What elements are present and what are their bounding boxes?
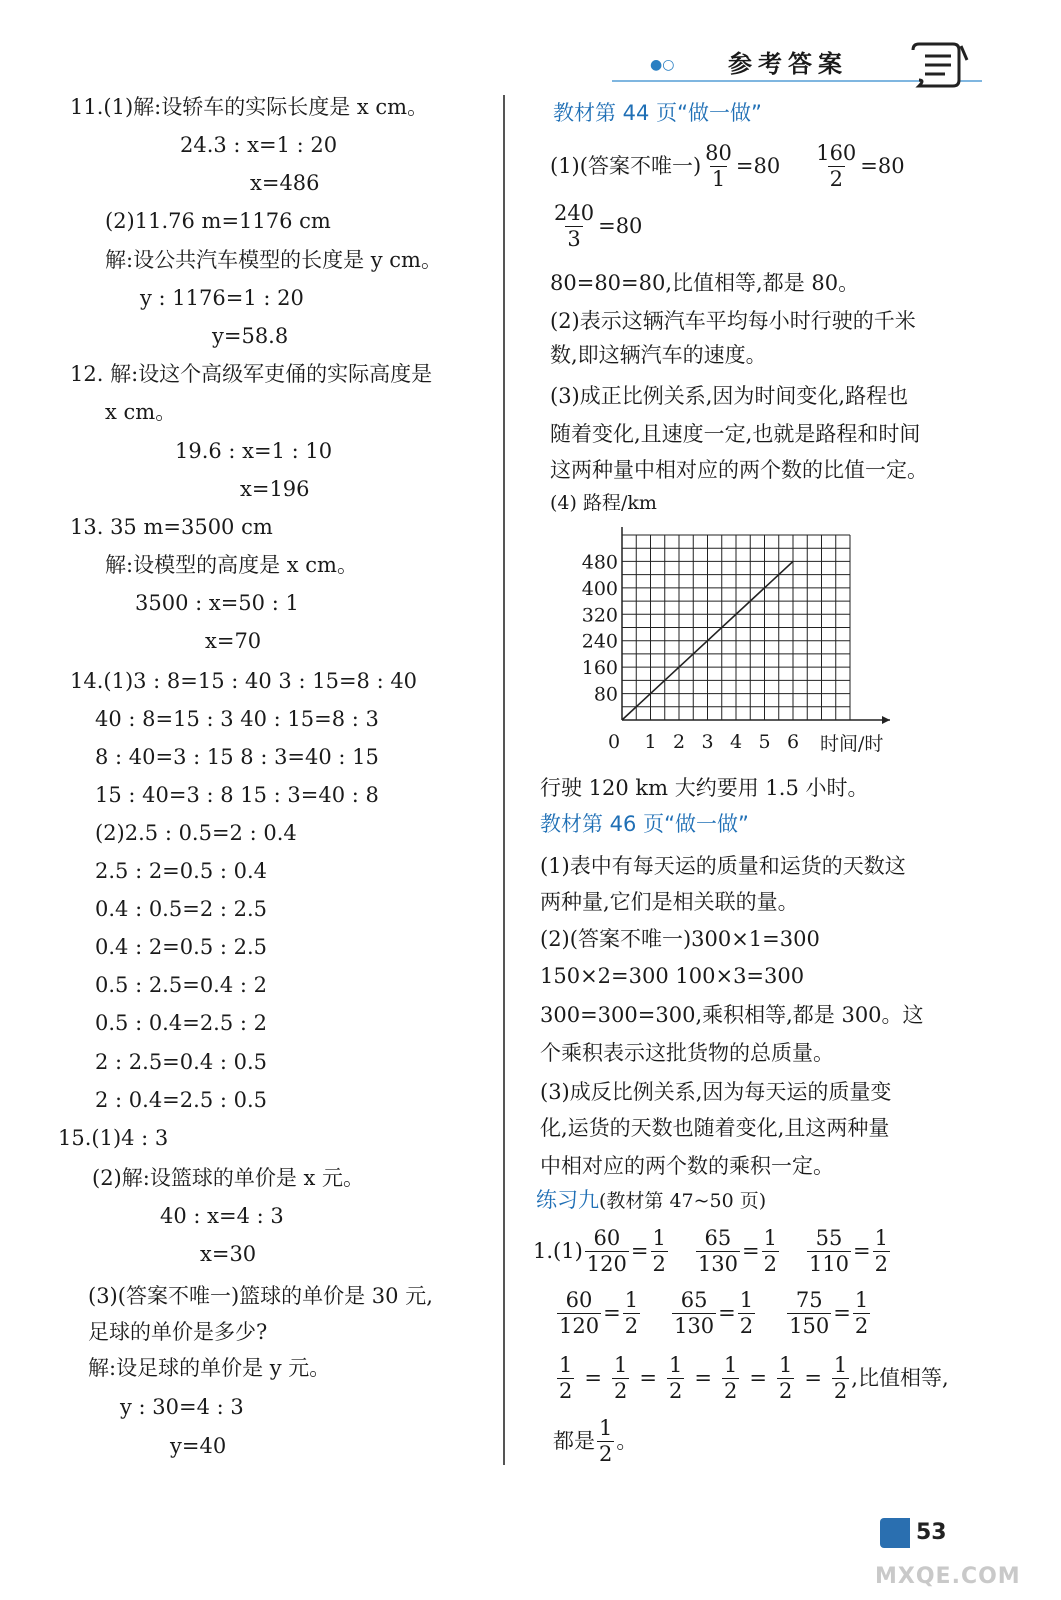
x-tick-label: 4 — [729, 731, 743, 753]
fraction-denominator: 2 — [668, 1379, 683, 1403]
equals-sign: = — [603, 1301, 621, 1325]
y-tick-label: 160 — [581, 657, 618, 680]
equals-sign: = — [718, 1301, 736, 1325]
fraction-numerator: 1 — [723, 1353, 738, 1377]
equals-sign: = — [630, 1239, 649, 1263]
fraction-denominator: 130 — [697, 1252, 738, 1276]
fraction-denominator: 2 — [778, 1379, 793, 1403]
fraction-denominator: 120 — [586, 1252, 627, 1276]
text-line: 解:设模型的高度是 x cm。 — [105, 553, 358, 577]
text-line: x=486 — [250, 171, 320, 195]
fraction-numerator: 1 — [833, 1353, 848, 1377]
text-line: 两种量,它们是相关联的量。 — [540, 890, 799, 914]
fraction — [623, 1290, 640, 1337]
x-tick-label: 0 — [607, 731, 621, 753]
fraction-denominator: 1 — [711, 167, 726, 191]
text-line: 13. 35 m=3500 cm — [70, 515, 273, 539]
text-line: (2)表示这辆汽车平均每小时行驶的千米 — [550, 309, 916, 333]
text-line: 2 : 0.4=2.5 : 0.5 — [95, 1088, 267, 1112]
fraction — [552, 203, 596, 250]
ex1-row-3 — [555, 1355, 949, 1402]
fraction-numerator: 160 — [816, 141, 857, 165]
ex1-row3-suffix: ,比值相等, — [851, 1366, 949, 1390]
fraction-numerator: 240 — [554, 201, 595, 225]
fraction — [597, 1418, 614, 1465]
text-line: 14.(1)3 : 8=15 : 40 3 : 15=8 : 40 — [70, 669, 418, 693]
text-line: 中相对应的两个数的乘积一定。 — [540, 1154, 834, 1178]
text-line: y : 30=4 : 3 — [120, 1395, 244, 1419]
text-line: x=30 — [200, 1242, 257, 1266]
distance-time-chart — [560, 520, 900, 770]
fraction — [762, 1228, 779, 1275]
y-tick-label: 400 — [581, 577, 618, 600]
equals-sign: = — [639, 1366, 657, 1390]
fraction-denominator: 2 — [652, 1252, 666, 1276]
section-heading-main: 练习九 — [536, 1188, 599, 1212]
text-line: y : 1176=1 : 20 — [140, 286, 304, 310]
text-line: (3)(答案不唯一)篮球的单价是 30 元, — [88, 1284, 433, 1308]
text-line: x cm。 — [105, 400, 177, 424]
fraction-numerator: 60 — [565, 1288, 593, 1312]
fraction — [814, 143, 858, 190]
text-line: 40 : 8=15 : 3 40 : 15=8 : 3 — [95, 707, 379, 731]
section-heading: 教材第 46 页“做一做” — [540, 812, 749, 836]
chart-caption: (4) 路程/km — [550, 492, 657, 514]
fraction-denominator: 2 — [723, 1379, 738, 1403]
fraction-numerator: 65 — [680, 1288, 708, 1312]
text-line: 0.4 : 2=0.5 : 2.5 — [95, 935, 267, 959]
text-line: 0.5 : 0.4=2.5 : 2 — [95, 1011, 267, 1035]
fraction-denominator: 2 — [624, 1314, 639, 1338]
fraction — [703, 143, 734, 190]
fraction-numerator: 1 — [874, 1226, 889, 1250]
text-line: 300=300=300,乘积相等,都是 300。这 — [540, 1003, 924, 1027]
column-divider — [503, 95, 505, 1465]
fraction — [672, 1290, 716, 1337]
text-line: 12. 解:设这个高级军吏俑的实际高度是 — [70, 362, 433, 386]
section-heading-sub: (教材第 47~50 页) — [599, 1190, 767, 1212]
text-line: 解:设足球的单价是 y 元。 — [88, 1356, 331, 1380]
fraction — [853, 1290, 870, 1337]
text-line: x=70 — [205, 629, 262, 653]
fraction-numerator: 60 — [593, 1226, 621, 1250]
q1-row-1 — [550, 143, 905, 190]
fraction — [738, 1290, 755, 1337]
text-line: (3)成正比例关系,因为时间变化,路程也 — [550, 384, 909, 408]
text-line: 0.5 : 2.5=0.4 : 2 — [95, 973, 267, 997]
ex1-row-4 — [553, 1418, 637, 1465]
equals-sign: = — [694, 1366, 712, 1390]
text-line: (1)表中有每天运的质量和运货的天数这 — [540, 854, 906, 878]
text-line: y=40 — [170, 1434, 227, 1458]
text-line: (2)11.76 m=1176 cm — [105, 209, 331, 233]
text-line: 0.4 : 0.5=2 : 2.5 — [95, 897, 267, 921]
section-heading: 教材第 44 页“做一做” — [553, 101, 762, 125]
ex1-row4-prefix: 都是 — [553, 1429, 595, 1453]
page-number-tab — [880, 1518, 910, 1548]
y-tick-label: 240 — [581, 630, 618, 653]
text-line: (2)2.5 : 0.5=2 : 0.4 — [95, 821, 297, 845]
q1-prefix: (1)(答案不唯一) — [550, 154, 702, 178]
fraction — [787, 1290, 831, 1337]
fraction-numerator: 1 — [668, 1353, 683, 1377]
fraction — [696, 1228, 740, 1275]
text-line: (2)(答案不唯一)300×1=300 — [540, 927, 820, 951]
fraction-denominator: 2 — [874, 1252, 889, 1276]
fraction — [612, 1355, 629, 1402]
text-line: 2 : 2.5=0.4 : 0.5 — [95, 1050, 267, 1074]
q1-row-2 — [550, 203, 642, 250]
equals-sign: = — [853, 1239, 871, 1263]
chart-grid — [622, 535, 850, 720]
text-line: (3)成反比例关系,因为每天运的质量变 — [540, 1080, 892, 1104]
text-line: x=196 — [240, 477, 310, 501]
fraction-numerator: 80 — [705, 141, 732, 165]
fraction — [777, 1355, 794, 1402]
fraction-denominator: 110 — [808, 1252, 850, 1276]
section-heading — [536, 1190, 766, 1211]
text-line: 15 : 40=3 : 8 15 : 3=40 : 8 — [95, 783, 379, 807]
fraction-numerator: 1 — [739, 1288, 754, 1312]
text-line: y=58.8 — [212, 324, 289, 348]
fraction — [873, 1228, 890, 1275]
scroll-pen-icon — [905, 40, 975, 90]
x-tick-label: 5 — [758, 731, 771, 753]
fraction-denominator: 150 — [789, 1314, 830, 1338]
text-line: 2.5 : 2=0.5 : 0.4 — [95, 859, 267, 883]
fraction-denominator: 3 — [567, 227, 581, 251]
text-line: 24.3 : x=1 : 20 — [180, 133, 338, 157]
watermark: MXQE.COM — [875, 1564, 1021, 1589]
fraction-denominator: 2 — [763, 1252, 777, 1276]
text-line: 个乘积表示这批货物的总质量。 — [540, 1041, 834, 1065]
text-line: 化,运货的天数也随着变化,且这两种量 — [540, 1116, 890, 1140]
text-line: 行驶 120 km 大约要用 1.5 小时。 — [540, 776, 869, 800]
text-line: 数,即这辆汽车的速度。 — [550, 343, 767, 367]
fraction-numerator: 55 — [815, 1226, 843, 1250]
text-line: 解:设公共汽车模型的长度是 y cm。 — [105, 248, 442, 272]
fraction-result: =80 — [598, 214, 643, 238]
y-tick-label: 80 — [593, 683, 618, 706]
fraction-result: =80 — [860, 154, 905, 178]
y-tick-label: 480 — [581, 551, 618, 574]
fraction-numerator: 1 — [599, 1416, 613, 1440]
fraction — [722, 1355, 739, 1402]
text-line: 80=80=80,比值相等,都是 80。 — [550, 271, 860, 295]
fraction-numerator: 1 — [778, 1353, 793, 1377]
text-line: 这两种量中相对应的两个数的比值一定。 — [550, 458, 928, 482]
fraction-denominator: 2 — [829, 167, 843, 191]
text-line: (2)解:设篮球的单价是 x 元。 — [92, 1166, 365, 1190]
fraction-denominator: 120 — [559, 1314, 600, 1338]
fraction-denominator: 2 — [833, 1379, 848, 1403]
text-line: 15.(1)4 : 3 — [58, 1126, 169, 1150]
equals-sign: = — [804, 1366, 822, 1390]
text-line: 3500 : x=50 : 1 — [135, 591, 299, 615]
fraction-numerator: 1 — [854, 1288, 869, 1312]
text-line: 足球的单价是多少? — [88, 1320, 268, 1344]
x-tick-label: 2 — [672, 731, 686, 753]
page-number: 53 — [916, 1520, 947, 1545]
header-dots: ●○ — [650, 57, 675, 73]
fraction-numerator: 1 — [652, 1226, 666, 1250]
fraction — [651, 1228, 668, 1275]
fraction — [667, 1355, 684, 1402]
chart-ticks — [582, 551, 884, 755]
text-line: 随着变化,且速度一定,也就是路程和时间 — [550, 422, 921, 446]
y-tick-label: 320 — [581, 604, 618, 627]
equals-sign: = — [749, 1366, 767, 1390]
page-title: 参考答案 — [728, 50, 848, 78]
fraction-denominator: 2 — [599, 1442, 613, 1466]
x-tick-label: 1 — [644, 731, 657, 753]
text-line: 19.6 : x=1 : 10 — [175, 439, 333, 463]
fraction — [557, 1290, 601, 1337]
ex1-row-2 — [555, 1290, 872, 1337]
equals-sign: = — [584, 1366, 602, 1390]
fraction-numerator: 1 — [624, 1288, 639, 1312]
x-tick-label: 3 — [701, 731, 714, 753]
text-line: 150×2=300 100×3=300 — [540, 964, 805, 988]
fraction-denominator: 2 — [854, 1314, 869, 1338]
fraction-denominator: 130 — [674, 1314, 715, 1338]
fraction-numerator: 75 — [795, 1288, 823, 1312]
fraction-denominator: 2 — [739, 1314, 754, 1338]
equals-sign: = — [833, 1301, 851, 1325]
fraction — [585, 1228, 629, 1275]
period: 。 — [616, 1429, 638, 1453]
fraction-numerator: 65 — [704, 1226, 732, 1250]
fraction — [557, 1355, 574, 1402]
fraction — [807, 1228, 851, 1275]
x-tick-label: 6 — [786, 731, 800, 753]
text-line: 11.(1)解:设轿车的实际长度是 x cm。 — [70, 95, 429, 119]
x-axis-arrow-icon — [882, 716, 890, 724]
fraction-denominator: 2 — [613, 1379, 628, 1403]
text-line: 8 : 40=3 : 15 8 : 3=40 : 15 — [95, 745, 379, 769]
equals-sign: = — [741, 1239, 760, 1263]
fraction-denominator: 2 — [559, 1379, 573, 1403]
x-axis-label: 时间/时 — [820, 733, 884, 755]
fraction-numerator: 1 — [613, 1353, 628, 1377]
fraction-numerator: 1 — [763, 1226, 777, 1250]
ex1-prefix: 1.(1) — [533, 1239, 583, 1263]
fraction — [832, 1355, 849, 1402]
ex1-row-1 — [533, 1228, 892, 1275]
text-line: 40 : x=4 : 3 — [160, 1204, 284, 1228]
fraction-numerator: 1 — [559, 1353, 573, 1377]
fraction-result: =80 — [735, 154, 781, 178]
